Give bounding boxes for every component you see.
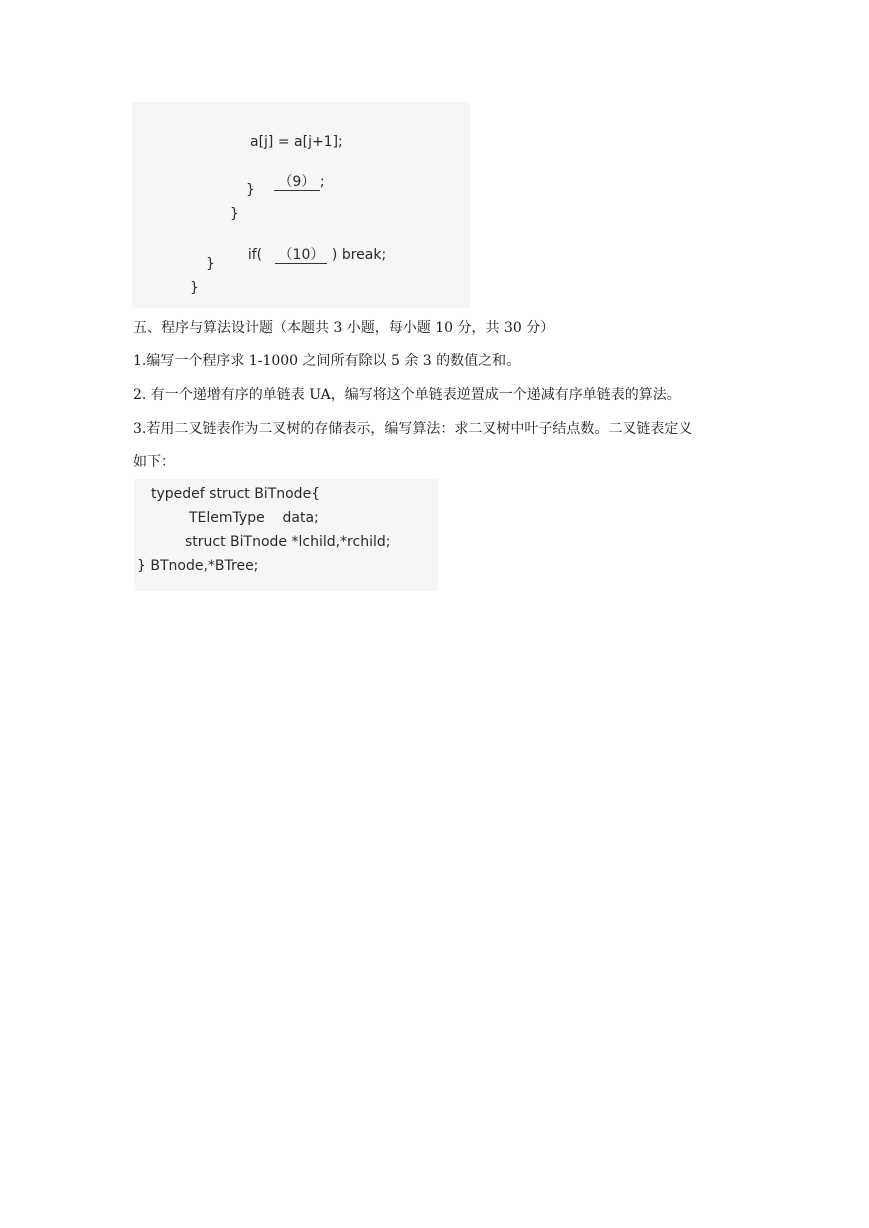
blank-9: （9） (274, 174, 320, 191)
if-suffix: ) break; (331, 247, 387, 263)
code-line-blank9 (256, 158, 325, 207)
closing-brace: } (230, 206, 239, 222)
closing-brace: } (246, 182, 255, 198)
question-3-line-2: 如下： (133, 454, 175, 470)
question-2: 2. 有一个递增有序的单链表 UA，编写将这个单链表逆置成一个递减有序单链表的算法。 (133, 387, 681, 403)
code-line-typedef: typedef struct BiTnode{ (151, 486, 321, 502)
question-1: 1.编写一个程序求 1-1000 之间所有除以 5 余 3 的数值之和。 (133, 353, 521, 369)
code-line-data: TElemType data; (189, 510, 319, 526)
code-line-children: struct BiTnode *lchild,*rchild; (185, 534, 391, 550)
code-image-bottom (134, 479, 438, 591)
blank-10: （10） (275, 247, 327, 264)
closing-brace: } (190, 280, 199, 296)
code-image-top (132, 102, 470, 308)
question-3-line-1: 3.若用二叉链表作为二叉树的存储表示，编写算法：求二叉树中叶子结点数。二叉链表定义 (133, 421, 693, 437)
if-prefix: if( (247, 247, 263, 263)
code-line-if (230, 231, 386, 280)
code-line-assign: a[j] = a[j+1]; (250, 134, 343, 150)
section-heading: 五、程序与算法设计题（本题共 3 小题，每小题 10 分，共 30 分） (133, 320, 555, 336)
closing-brace: } (206, 256, 215, 272)
semicolon: ; (319, 174, 325, 190)
code-line-typedef-end: } BTnode,*BTree; (137, 558, 259, 574)
